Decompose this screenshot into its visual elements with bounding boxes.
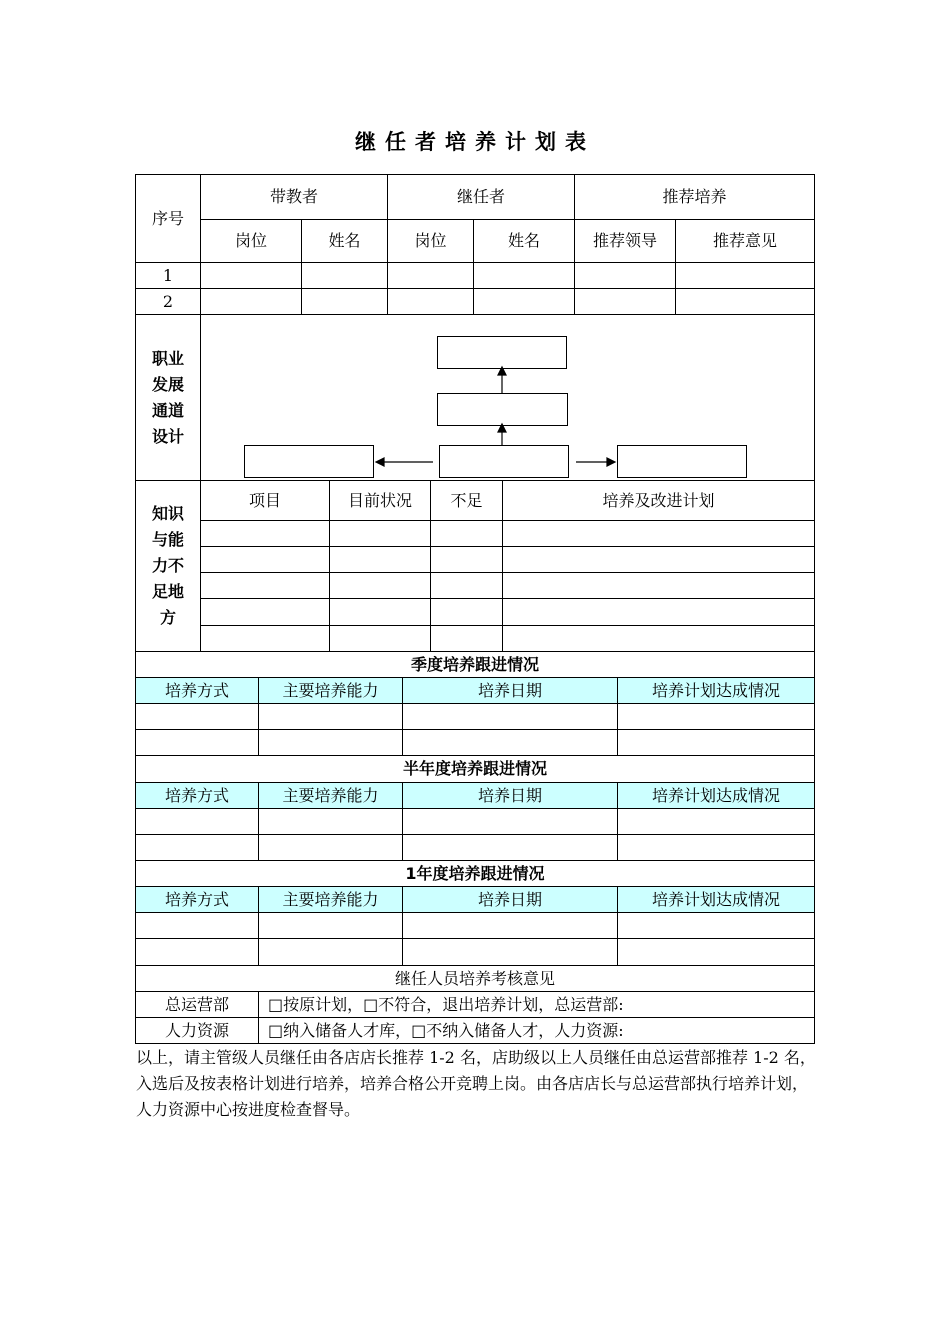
seq-header: 序号 <box>135 174 201 263</box>
row-cell[interactable] <box>200 262 302 289</box>
row-cell[interactable] <box>574 262 676 289</box>
quarter-cell[interactable] <box>617 729 815 756</box>
knowledge-cell[interactable] <box>200 625 330 652</box>
knowledge-cell[interactable] <box>430 625 503 652</box>
half-col-method: 培养方式 <box>135 782 259 809</box>
row-cell[interactable] <box>387 262 474 289</box>
career-box-top[interactable] <box>437 336 567 369</box>
hr-label: 人力资源 <box>135 1017 259 1044</box>
review-title: 继任人员培养考核意见 <box>135 965 815 992</box>
row-cell[interactable] <box>574 288 676 315</box>
knowledge-cell[interactable] <box>329 572 431 599</box>
page-title: 继任者培养计划表 <box>355 130 595 154</box>
row-seq-2: 2 <box>135 288 201 315</box>
recommend-opinion-header: 推荐意见 <box>675 219 815 263</box>
half-col-result: 培养计划达成情况 <box>617 782 815 809</box>
quarter-cell[interactable] <box>402 729 618 756</box>
hr-options[interactable]: □纳入储备人才库，□不纳入储备人才，人力资源: <box>258 1017 815 1044</box>
year-cell[interactable] <box>258 912 403 939</box>
knowledge-cell[interactable] <box>430 520 503 547</box>
successor-header: 继任者 <box>387 174 575 220</box>
successor-name-header: 姓名 <box>473 219 575 263</box>
half-cell[interactable] <box>258 834 403 861</box>
quarter-col-ability: 主要培养能力 <box>258 677 403 704</box>
year-cell[interactable] <box>402 938 618 966</box>
knowledge-label: 知识与能力不足地方 <box>135 480 201 652</box>
row-cell[interactable] <box>473 262 575 289</box>
year-cell[interactable] <box>617 938 815 966</box>
knowledge-cell[interactable] <box>430 598 503 626</box>
quarter-cell[interactable] <box>258 703 403 730</box>
year-cell[interactable] <box>617 912 815 939</box>
year-col-date: 培养日期 <box>402 886 618 913</box>
quarter-cell[interactable] <box>402 703 618 730</box>
half-cell[interactable] <box>402 834 618 861</box>
quarter-col-date: 培养日期 <box>402 677 618 704</box>
ops-options[interactable]: □按原计划，□不符合，退出培养计划，总运营部: <box>258 991 815 1018</box>
knowledge-col-plan: 培养及改进计划 <box>502 480 815 521</box>
quarter-cell[interactable] <box>617 703 815 730</box>
knowledge-cell[interactable] <box>329 598 431 626</box>
year-cell[interactable] <box>135 912 259 939</box>
row-seq-1: 1 <box>135 262 201 289</box>
year-cell[interactable] <box>402 912 618 939</box>
knowledge-cell[interactable] <box>430 572 503 599</box>
knowledge-col-status: 目前状况 <box>329 480 431 521</box>
mentor-name-header: 姓名 <box>301 219 388 263</box>
row-cell[interactable] <box>387 288 474 315</box>
career-box-middle[interactable] <box>437 393 568 426</box>
row-cell[interactable] <box>200 288 302 315</box>
knowledge-cell[interactable] <box>329 546 431 573</box>
quarter-cell[interactable] <box>135 729 259 756</box>
row-cell[interactable] <box>301 288 388 315</box>
year-col-result: 培养计划达成情况 <box>617 886 815 913</box>
half-cell[interactable] <box>258 808 403 835</box>
recommend-header: 推荐培养 <box>574 174 815 220</box>
knowledge-cell[interactable] <box>502 520 815 547</box>
half-col-ability: 主要培养能力 <box>258 782 403 809</box>
knowledge-cell[interactable] <box>200 572 330 599</box>
row-cell[interactable] <box>301 262 388 289</box>
year-title: 1年度培养跟进情况 <box>135 860 815 887</box>
knowledge-cell[interactable] <box>200 520 330 547</box>
knowledge-col-gap: 不足 <box>430 480 503 521</box>
half-cell[interactable] <box>135 808 259 835</box>
mentor-post-header: 岗位 <box>200 219 302 263</box>
year-cell[interactable] <box>135 938 259 966</box>
knowledge-cell[interactable] <box>329 625 431 652</box>
half-cell[interactable] <box>617 834 815 861</box>
mentor-header: 带教者 <box>200 174 388 220</box>
knowledge-cell[interactable] <box>502 546 815 573</box>
knowledge-cell[interactable] <box>430 546 503 573</box>
career-box-left[interactable] <box>244 445 374 478</box>
half-cell[interactable] <box>402 808 618 835</box>
year-cell[interactable] <box>258 938 403 966</box>
knowledge-cell[interactable] <box>502 625 815 652</box>
career-box-right[interactable] <box>617 445 747 478</box>
quarter-cell[interactable] <box>258 729 403 756</box>
quarter-title: 季度培养跟进情况 <box>135 651 815 678</box>
year-col-method: 培养方式 <box>135 886 259 913</box>
recommend-leader-header: 推荐领导 <box>574 219 676 263</box>
row-cell[interactable] <box>675 262 815 289</box>
successor-post-header: 岗位 <box>387 219 474 263</box>
knowledge-cell[interactable] <box>200 598 330 626</box>
quarter-cell[interactable] <box>135 703 259 730</box>
row-cell[interactable] <box>473 288 575 315</box>
knowledge-cell[interactable] <box>502 572 815 599</box>
knowledge-col-item: 项目 <box>200 480 330 521</box>
quarter-col-method: 培养方式 <box>135 677 259 704</box>
half-cell[interactable] <box>135 834 259 861</box>
quarter-col-result: 培养计划达成情况 <box>617 677 815 704</box>
ops-label: 总运营部 <box>135 991 259 1018</box>
footnote: 以上，请主管级人员继任由各店店长推荐 1-2 名，店助级以上人员继任由总运营部推荐 1-2 名，入选后及按表格计划进行培养，培养合格公开竞聘上岗。由各店店长与总运营部执行培养计划，人力资源中心按进度检查督导。 <box>136 1048 816 1119</box>
year-col-ability: 主要培养能力 <box>258 886 403 913</box>
half-cell[interactable] <box>617 808 815 835</box>
half-col-date: 培养日期 <box>402 782 618 809</box>
row-cell[interactable] <box>675 288 815 315</box>
career-label: 职业发展通道设计 <box>135 314 201 481</box>
knowledge-cell[interactable] <box>200 546 330 573</box>
knowledge-cell[interactable] <box>329 520 431 547</box>
knowledge-cell[interactable] <box>502 598 815 626</box>
half-title: 半年度培养跟进情况 <box>135 755 815 783</box>
career-box-center[interactable] <box>439 445 569 478</box>
